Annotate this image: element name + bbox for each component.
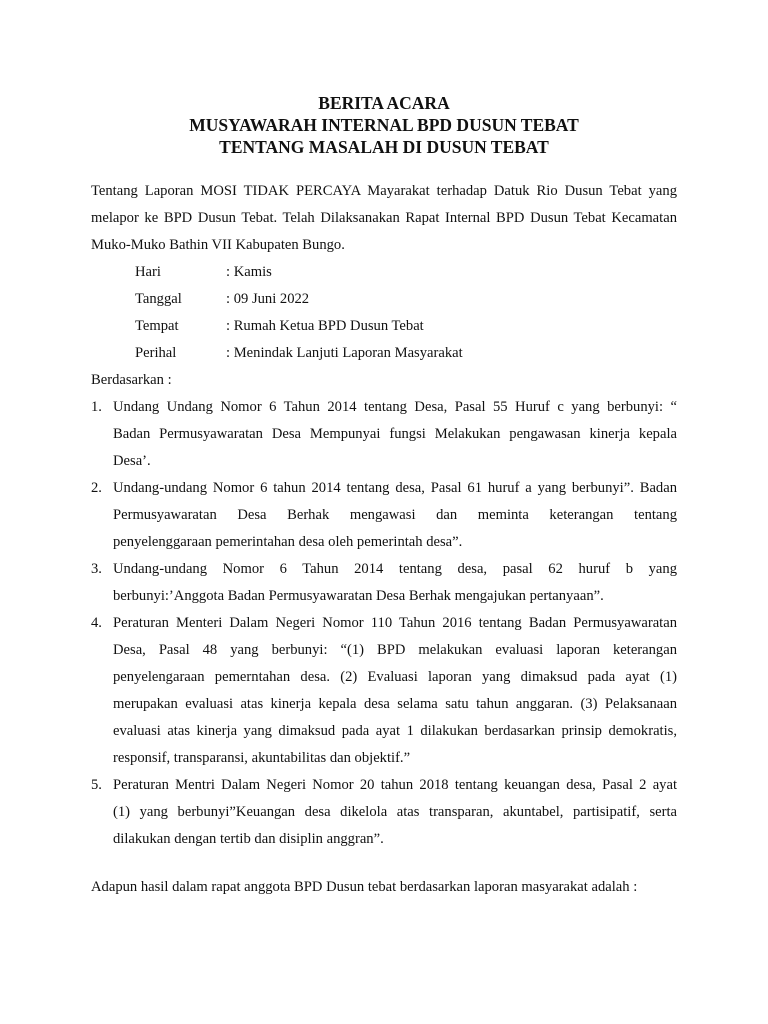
list-text <box>113 394 677 475</box>
list-text <box>113 556 677 610</box>
list-line: Undang-undang Nomor 6 Tahun 2014 tentang desa, pasal 62 huruf b yang <box>113 561 677 577</box>
detail-value: : Rumah Ketua BPD Dusun Tebat <box>226 318 424 334</box>
list-item <box>91 556 677 610</box>
detail-row-perihal <box>135 340 463 367</box>
list-text <box>113 475 677 556</box>
list-text <box>113 772 677 853</box>
list-text <box>113 610 677 772</box>
list-line: Undang-undang Nomor 6 tahun 2014 tentang desa, Pasal 61 huruf a yang berbunyi”. Badan <box>113 480 677 496</box>
title-line-2: MUSYAWARAH INTERNAL BPD DUSUN TEBAT <box>189 115 579 135</box>
list-line: Permusyawaratan Desa Berhak mengawasi dan meminta keterangan tentang <box>113 507 677 523</box>
list-line: (1) yang berbunyi”Keuangan desa dikelola atas transparan, akuntabel, partisipatif, serta <box>113 804 677 820</box>
list-line: Badan Permusyawaratan Desa Mempunyai fungsi Melakukan pengawasan kinerja kepala <box>113 426 677 442</box>
detail-value: : Menindak Lanjuti Laporan Masyarakat <box>226 345 463 361</box>
list-line: Peraturan Mentri Dalam Negeri Nomor 20 tahun 2018 tentang keuangan desa, Pasal 2 ayat <box>113 777 677 793</box>
list-line: Desa’. <box>113 453 151 469</box>
list-line: merupakan evaluasi atas kinerja kepala desa selama satu tahun anggaran. (3) Pelaksanaan <box>113 696 677 712</box>
detail-row-hari <box>135 259 463 286</box>
title-line-3: TENTANG MASALAH DI DUSUN TEBAT <box>219 137 549 157</box>
list-number: 5. <box>91 777 102 793</box>
detail-label: Tempat <box>135 318 179 334</box>
list-line: dilakukan dengan tertib dan disiplin anggran”. <box>113 831 384 847</box>
intro-line-3: Muko-Muko Bathin VII Kabupaten Bungo. <box>91 237 345 253</box>
list-number: 3. <box>91 561 102 577</box>
detail-row-tanggal <box>135 286 463 313</box>
list-number: 4. <box>91 615 102 631</box>
title-line-1: BERITA ACARA <box>318 93 450 113</box>
conclusion-text: Adapun hasil dalam rapat anggota BPD Dusun tebat berdasarkan laporan masyarakat adalah : <box>91 879 638 895</box>
list-item <box>91 772 677 853</box>
list-item <box>91 610 677 772</box>
list-number: 1. <box>91 399 102 415</box>
list-line: Desa, Pasal 48 yang berbunyi: “(1) BPD melakukan evaluasi laporan keterangan <box>113 642 677 658</box>
list-line: Undang Undang Nomor 6 Tahun 2014 tentang Desa, Pasal 55 Huruf c yang berbunyi: “ <box>113 399 677 415</box>
detail-label: Perihal <box>135 345 177 361</box>
list-line: berbunyi:’Anggota Badan Permusyawaratan Desa Berhak mengajukan pertanyaan”. <box>113 588 604 604</box>
detail-value: : 09 Juni 2022 <box>226 291 310 307</box>
intro-line-1: Tentang Laporan MOSI TIDAK PERCAYA Mayarakat terhadap Datuk Rio Dusun Tebat yang <box>91 183 677 199</box>
list-line: penyelenggaraan pemerintahan desa oleh pemerintah desa”. <box>113 534 463 550</box>
detail-value: : Kamis <box>226 264 272 280</box>
basis-label: Berdasarkan : <box>91 372 172 388</box>
document-title <box>0 92 768 158</box>
intro-paragraph <box>91 178 677 259</box>
intro-line-2: melapor ke BPD Dusun Tebat. Telah Dilaksanakan Rapat Internal BPD Dusun Tebat Kecamatan <box>91 210 677 226</box>
legal-basis-list <box>91 394 677 853</box>
list-line: responsif, transparansi, akuntabilitas dan objektif.” <box>113 750 411 766</box>
list-line: Peraturan Menteri Dalam Negeri Nomor 110 Tahun 2016 tentang Badan Permusyawaratan <box>113 615 677 631</box>
meeting-details <box>135 259 463 367</box>
list-item <box>91 475 677 556</box>
list-line: penyelengaraan pemerntahan desa. (2) Evaluasi laporan yang dimaksud pada ayat (1) <box>113 669 677 685</box>
list-line: evaluasi atas kinerja yang dimaksud pada ayat 1 dilakukan berdasarkan prinsip demokratis, <box>113 723 677 739</box>
detail-row-tempat <box>135 313 463 340</box>
list-item <box>91 394 677 475</box>
list-number: 2. <box>91 480 102 496</box>
detail-label: Tanggal <box>135 291 182 307</box>
detail-label: Hari <box>135 264 161 280</box>
